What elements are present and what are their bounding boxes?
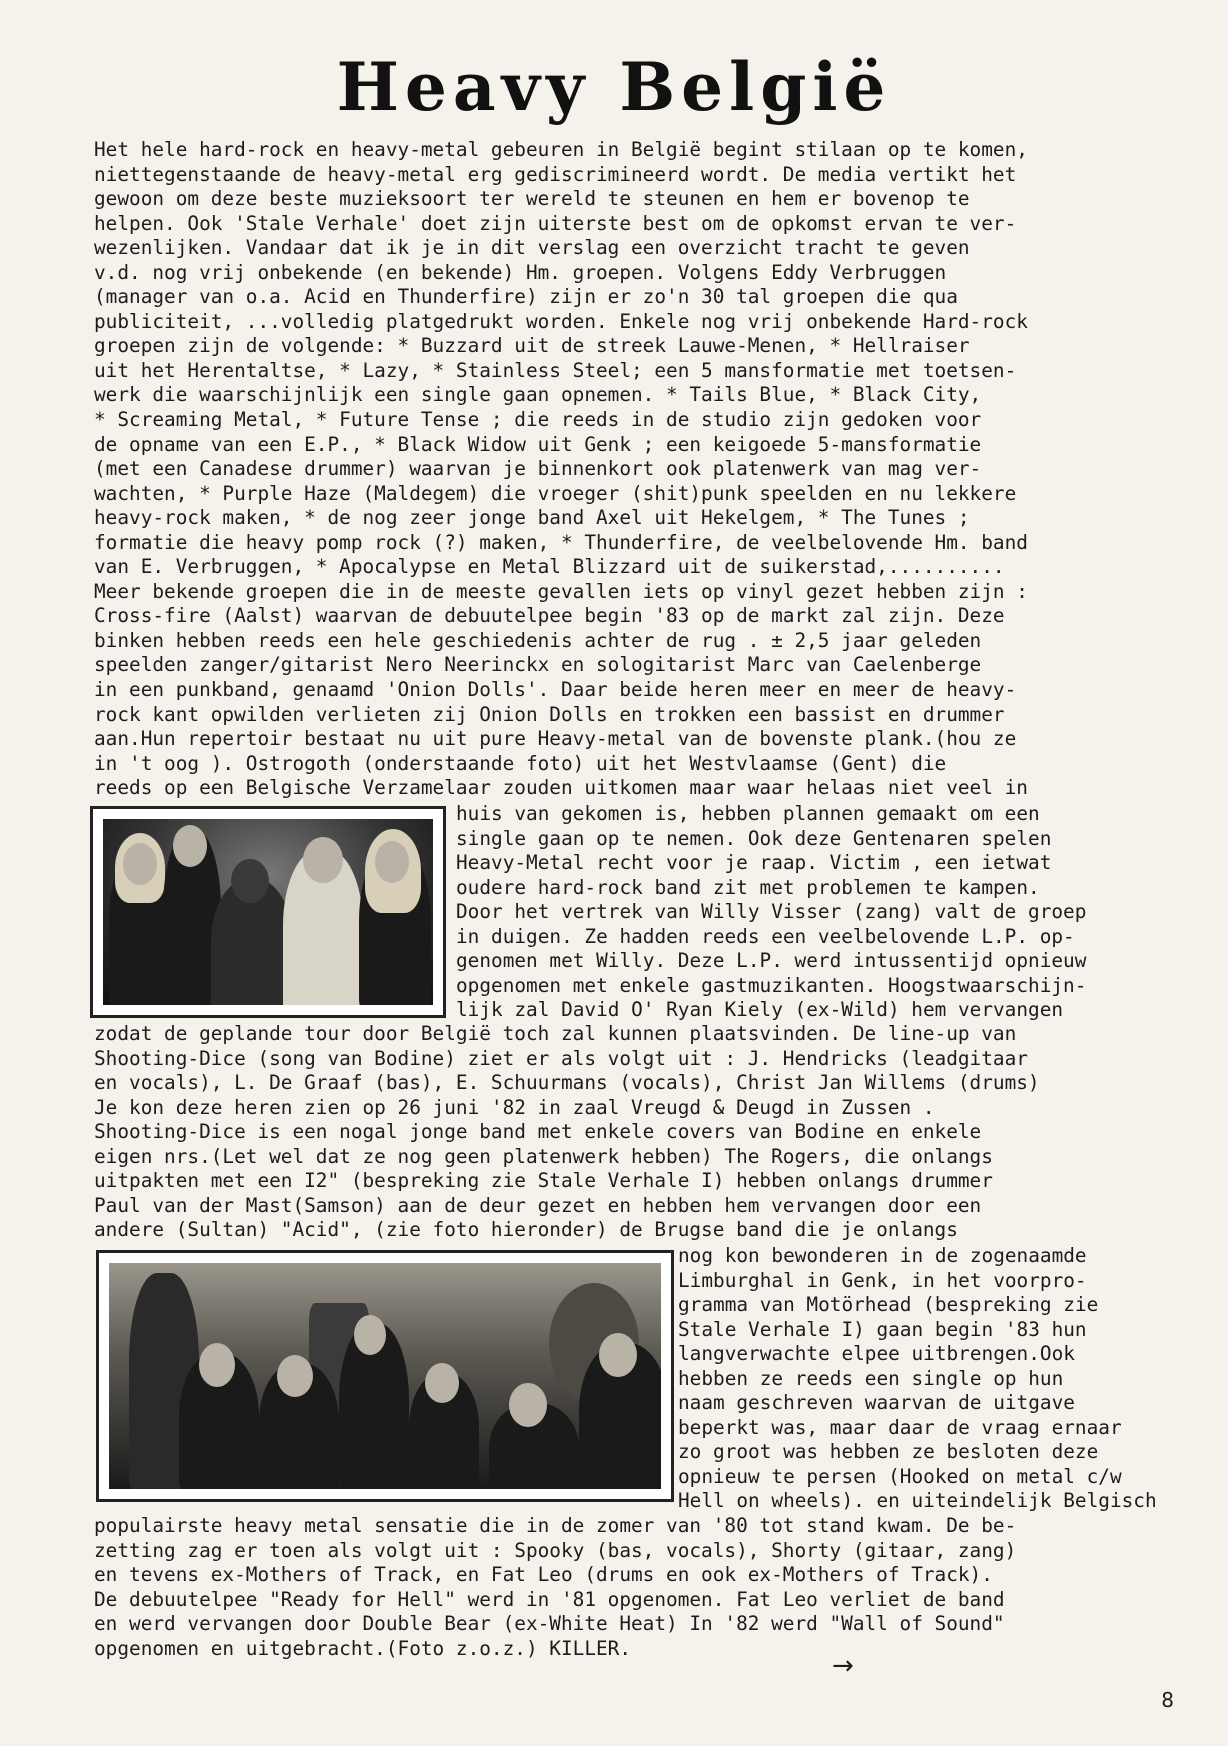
text-line: niettegenstaande de heavy-metal erg gediscrimineerd wordt. De media vertikt het — [94, 162, 1017, 186]
text-line: Shooting-Dice (song van Bodine) ziet er als volgt uit : J. Hendricks (leadgitaar — [94, 1046, 1028, 1070]
text-line: hebben ze reeds een single op hun — [678, 1366, 1064, 1390]
page-title: Heavy België — [336, 48, 892, 126]
text-line: nog kon bewonderen in de zogenaamde — [678, 1244, 1087, 1267]
text-line: genomen met Willy. Deze L.P. werd intussentijd opnieuw — [456, 949, 1087, 973]
text-line: (met een Canadese drummer) waarvan je binnenkort ook platenwerk van mag ver- — [94, 457, 982, 481]
text-line: aan.Hun repertoir bestaat nu uit pure Heavy-metal van de bovenste plank.(hou ze — [94, 727, 1017, 751]
text-line: Stale Verhale I) gaan begin '83 hun — [678, 1317, 1087, 1341]
text-line: opgenomen met enkele gastmuzikanten. Hoogstwaarschijn- — [456, 973, 1087, 997]
text-line: gewoon om deze beste muzieksoort ter wereld te steunen en hem er bovenop te — [94, 187, 970, 211]
text-line: De debuutelpee "Ready for Hell" werd in '81 opgenomen. Fat Leo verliet de band — [94, 1587, 1005, 1611]
article-text-shooting-dice-rogers — [94, 1022, 1040, 1243]
text-line: heavy-rock maken, * de nog zeer jonge band Axel uit Hekelgem, * The Tunes ; — [94, 506, 970, 530]
text-line: langverwachte elpee uitbrengen.Ook — [678, 1342, 1075, 1366]
article-text-ostrogoth-victim — [456, 802, 1086, 1023]
text-line: en tevens ex-Mothers of Track, en Fat Leo (drums en ook ex-Mothers of Track). — [94, 1563, 993, 1587]
text-line: en werd vervangen door Double Bear (ex-White Heat) In '82 werd "Wall of Sound" — [94, 1612, 1005, 1636]
text-line: single gaan op te nemen. Ook deze Gentenaren spelen — [456, 826, 1052, 850]
text-line: v.d. nog vrij onbekende (en bekende) Hm. groepen. Volgens Eddy Verbruggen — [94, 260, 947, 284]
text-line: lijk zal David O' Ryan Kiely (ex-Wild) hem vervangen — [456, 998, 1064, 1022]
text-line: binken hebben reeds een hele geschiedenis achter de rug . ± 2,5 jaar geleden — [94, 628, 982, 652]
text-line: en vocals), L. De Graaf (bas), E. Schuurmans (vocals), Christ Jan Willems (drums) — [94, 1071, 1040, 1095]
text-line: zo groot was hebben ze besloten deze — [678, 1440, 1099, 1464]
text-line: Shooting-Dice is een nogal jonge band met enkele covers van Bodine en enkele — [94, 1120, 982, 1144]
text-line: beperkt was, maar daar de vraag ernaar — [678, 1415, 1122, 1439]
article-text-intro — [94, 138, 1028, 801]
photo-acid — [96, 1250, 674, 1502]
page-number: 8 — [1161, 1688, 1174, 1712]
text-line: van E. Verbruggen, * Apocalypse en Metal Blizzard uit de suikerstad,.......... — [94, 555, 1005, 579]
text-line: uitpakten met een I2" (bespreking zie Stale Verhale I) hebben onlangs drummer — [94, 1169, 993, 1193]
text-line: wachten, * Purple Haze (Maldegem) die vroeger (shit)punk speelden en nu lekkere — [94, 481, 1017, 505]
text-line: (manager van o.a. Acid en Thunderfire) zijn er zo'n 30 tal groepen die qua — [94, 285, 958, 309]
text-line: rock kant opwilden verlieten zij Onion Dolls en trokken een bassist en drummer — [94, 702, 1005, 726]
text-line: groepen zijn de volgende: * Buzzard uit de streek Lauwe-Menen, * Hellraiser — [94, 334, 970, 358]
text-line: andere (Sultan) "Acid", (zie foto hieronder) de Brugse band die je onlangs — [94, 1218, 958, 1242]
text-line: publiciteit, ...volledig platgedrukt worden. Enkele nog vrij onbekende Hard-rock — [94, 309, 1028, 333]
text-line: Je kon deze heren zien op 26 juni '82 in zaal Vreugd & Deugd in Zussen . — [94, 1095, 935, 1119]
text-line: oudere hard-rock band zit met problemen te kampen. — [456, 875, 1040, 899]
text-line: Paul van der Mast(Samson) aan de deur gezet en hebben hem vervangen door een — [94, 1193, 982, 1217]
photo-ostrogoth — [90, 806, 446, 1018]
text-line: Door het vertrek van Willy Visser (zang) valt de groep — [456, 900, 1087, 924]
text-line: werk die waarschijnlijk een single gaan opnemen. * Tails Blue, * Black City, — [94, 383, 982, 407]
band-photo-image — [109, 1263, 661, 1489]
text-line: opnieuw te persen (Hooked on metal c/w — [678, 1464, 1122, 1488]
text-line: huis van gekomen is, hebben plannen gemaakt om een — [456, 802, 1040, 825]
text-line: opgenomen en uitgebracht.(Foto z.o.z.) KILLER. — [94, 1636, 632, 1660]
text-line: Limburghal in Genk, in het voorpro- — [678, 1268, 1087, 1292]
text-line: zodat de geplande tour door België toch zal kunnen plaatsvinden. De line-up van — [94, 1022, 1017, 1045]
text-line: Hell on wheels). en uiteindelijk Belgisch — [678, 1489, 1157, 1513]
text-line: speelden zanger/gitarist Nero Neerinckx en sologitarist Marc van Caelenberge — [94, 653, 982, 677]
text-line: naam geschreven waarvan de uitgave — [678, 1391, 1075, 1415]
text-line: reeds op een Belgische Verzamelaar zouden uitkomen maar waar helaas niet veel in — [94, 776, 1028, 800]
article-text-acid — [678, 1244, 1157, 1514]
text-line: wezenlijken. Vandaar dat ik je in dit verslag een overzicht tracht te geven — [94, 236, 970, 260]
text-line: Het hele hard-rock en heavy-metal gebeuren in België begint stilaan op te komen, — [94, 138, 1028, 161]
text-line: eigen nrs.(Let wel dat ze nog geen platenwerk hebben) The Rogers, die onlangs — [94, 1144, 993, 1168]
text-line: * Screaming Metal, * Future Tense ; die reeds in de studio zijn gedoken voor — [94, 408, 982, 432]
text-line: Heavy-Metal recht voor je raap. Victim , een ietwat — [456, 851, 1052, 875]
text-line: de opname van een E.P., * Black Widow uit Genk ; een keigoede 5-mansformatie — [94, 432, 982, 456]
band-photo-image — [103, 819, 433, 1005]
text-line: helpen. Ook 'Stale Verhale' doet zijn uiterste best om de opkomst ervan te ver- — [94, 211, 1017, 235]
text-line: in 't oog ). Ostrogoth (onderstaande foto) uit het Westvlaamse (Gent) die — [94, 751, 947, 775]
arrow-icon: → — [832, 1651, 854, 1681]
text-line: in duigen. Ze hadden reeds een veelbelovende L.P. op- — [456, 924, 1075, 948]
article-text-killer — [94, 1514, 1016, 1661]
text-line: formatie die heavy pomp rock (?) maken, * Thunderfire, de veelbelovende Hm. band — [94, 530, 1028, 554]
text-line: gramma van Motörhead (bespreking zie — [678, 1293, 1099, 1317]
text-line: uit het Herentaltse, * Lazy, * Stainless Steel; een 5 mansformatie met toetsen- — [94, 358, 1017, 382]
text-line: populairste heavy metal sensatie die in de zomer van '80 tot stand kwam. De be- — [94, 1514, 1017, 1537]
text-line: Cross-fire (Aalst) waarvan de debuutelpee begin '83 op de markt zal zijn. Deze — [94, 604, 1005, 628]
text-line: Meer bekende groepen die in de meeste gevallen iets op vinyl gezet hebben zijn : — [94, 579, 1028, 603]
text-line: in een punkband, genaamd 'Onion Dolls'. Daar beide heren meer en meer de heavy- — [94, 678, 1017, 702]
text-line: zetting zag er toen als volgt uit : Spooky (bas, vocals), Shorty (gitaar, zang) — [94, 1538, 1017, 1562]
